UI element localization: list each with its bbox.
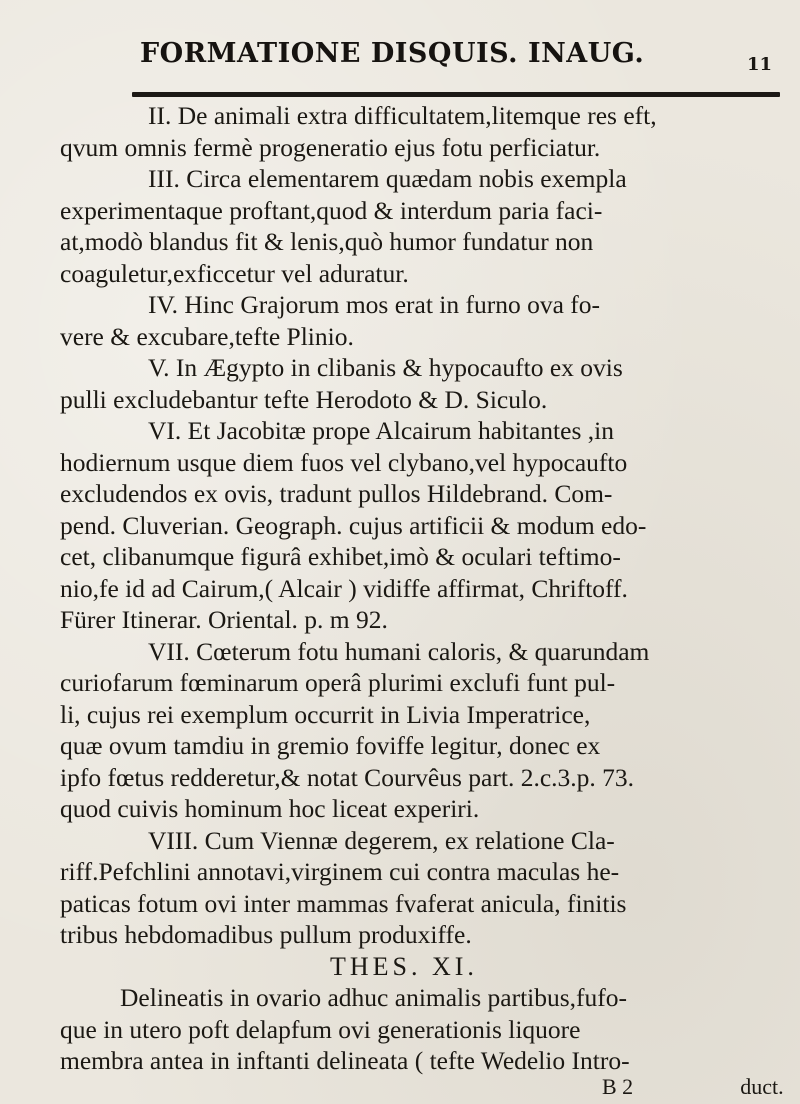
signature-text: B 2 (602, 1074, 634, 1099)
text-line: II. De animali extra difficultatem,litemque res eft, (148, 101, 657, 130)
signature-mark (602, 1074, 784, 1100)
text-line: VI. Et Jacobitæ prope Alcairum habitantes ,in (148, 416, 614, 445)
text-line: quod cuivis hominum hoc liceat experiri. (60, 794, 480, 823)
text-line: membra antea in inftanti delineata ( tefte Wedelio Intro- (60, 1046, 630, 1075)
text-line: cet, clibanumque figurâ exhibet,imò & oculari teftimo- (60, 542, 621, 571)
catchword: duct. (740, 1074, 784, 1099)
text-line: VII. Cœterum fotu humani caloris, & quarundam (148, 636, 650, 666)
page-header (140, 38, 780, 78)
body-text (60, 100, 780, 1077)
text-line: at,modò blandus fit & lenis,quò humor fundatur non (60, 227, 594, 256)
text-line: curiofarum fœminarum operâ plurimi exclufi funt pul- (60, 668, 616, 697)
thesis-heading: THES. XI. (330, 951, 478, 981)
text-line: ipfo fœtus redderetur,& notat Courvêus part. 2.c.3.p. 73. (60, 762, 635, 792)
header-rule (132, 92, 780, 97)
page-number: 11 (746, 54, 772, 75)
text-line: VIII. Cum Viennæ degerem, ex relatione Cla- (148, 825, 615, 855)
text-line: paticas fotum ovi inter mammas fvaferat anicula, finitis (60, 888, 627, 918)
text-line: riff.Pefchlini annotavi,virginem cui contra maculas he- (60, 857, 620, 886)
text-line: hodiernum usque diem fuos vel clybano,vel hypocaufto (60, 447, 628, 477)
text-line: III. Circa elementarem quædam nobis exempla (148, 164, 627, 193)
text-line: pend. Cluverian. Geograph. cujus artificii & modum edo- (60, 510, 647, 540)
text-line: vere & excubare,tefte Plinio. (60, 321, 354, 351)
text-line: coaguletur,exficcetur vel aduratur. (60, 258, 409, 288)
text-line: qvum omnis fermè progeneratio ejus fotu perficiatur. (60, 132, 601, 162)
text-line: V. In Ægypto in clibanis & hypocaufto ex ovis (148, 353, 623, 382)
text-line: nio,fe id ad Cairum,( Alcair ) vidiffe affirmat, Chriftoff. (60, 573, 628, 603)
text-line: pulli excludebantur tefte Herodoto & D. Siculo. (60, 384, 548, 414)
text-line: Delineatis in ovario adhuc animalis partibus,fufo- (120, 983, 628, 1012)
text-line: quæ ovum tamdiu in gremio foviffe legitur, donec ex (60, 731, 601, 760)
text-line: IV. Hinc Grajorum mos erat in furno ova fo- (148, 290, 601, 319)
text-line: li, cujus rei exemplum occurrit in Livia Imperatrice, (60, 699, 591, 729)
text-line: que in utero poft delapfum ovi generationis liquore (60, 1014, 581, 1044)
text-line: experimentaque proftant,quod & interdum paria faci- (60, 195, 603, 225)
text-line: tribus hebdomadibus pullum produxiffe. (60, 920, 472, 949)
running-head: FORMATIONE DISQUIS. INAUG. (140, 38, 645, 69)
text-line: Fürer Itinerar. Oriental. p. m 92. (60, 605, 388, 634)
text-line: excludendos ex ovis, tradunt pullos Hildebrand. Com- (60, 479, 613, 508)
